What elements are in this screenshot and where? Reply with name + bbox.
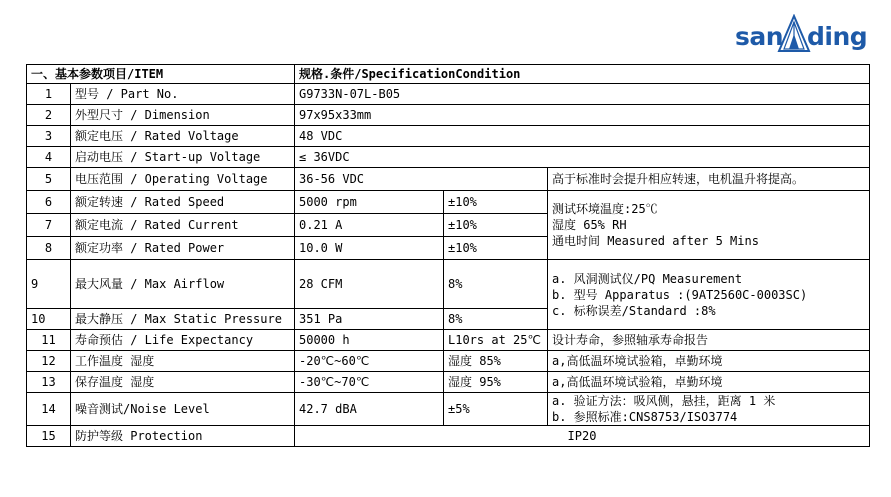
row-value: 5000 rpm (295, 191, 444, 214)
note-line: b. 参照标准:CNS8753/ISO3774 (552, 410, 738, 424)
header-item: 一、基本参数项目/ITEM (27, 65, 295, 84)
row-number: 5 (27, 168, 71, 191)
note-line: 湿度 65% RH (552, 218, 627, 232)
row-tolerance: ±10% (444, 191, 548, 214)
row-number: 13 (27, 372, 71, 393)
row-value: -20℃~60℃ (295, 351, 444, 372)
row-value: 28 CFM (295, 260, 444, 309)
logo-triangle-icon (777, 14, 811, 54)
table-row (27, 105, 870, 126)
row-tolerance: 8% (444, 309, 548, 330)
note-block-airflow (548, 260, 870, 330)
row-number: 6 (27, 191, 71, 214)
row-item: 最大静压 / Max Static Pressure (71, 309, 295, 330)
row-number: 8 (27, 237, 71, 260)
row-value: 36-56 VDC (295, 168, 548, 191)
row-item: 最大风量 / Max Airflow (71, 260, 295, 309)
row-number: 7 (27, 214, 71, 237)
table-row (27, 426, 870, 447)
row-number: 15 (27, 426, 71, 447)
row-item: 外型尺寸 / Dimension (71, 105, 295, 126)
table-row (27, 260, 870, 309)
table-row (27, 84, 870, 105)
specification-table (26, 64, 870, 447)
row-value: -30℃~70℃ (295, 372, 444, 393)
row-note: 高于标准时会提升相应转速，电机温升将提高。 (548, 168, 870, 191)
note-block-noise (548, 393, 870, 426)
row-tolerance: 湿度 85% (444, 351, 548, 372)
row-number: 4 (27, 147, 71, 168)
note-line: b. 型号 Apparatus :(9AT2560C-0003SC) (552, 287, 808, 302)
row-tolerance: ±10% (444, 237, 548, 260)
table-header-row (27, 65, 870, 84)
row-number: 14 (27, 393, 71, 426)
table-row (27, 126, 870, 147)
row-value: 0.21 A (295, 214, 444, 237)
row-value: G9733N-07L-B05 (295, 84, 870, 105)
table-row (27, 393, 870, 426)
row-tolerance: ±10% (444, 214, 548, 237)
row-item: 额定转速 / Rated Speed (71, 191, 295, 214)
row-item: 保存温度 湿度 (71, 372, 295, 393)
row-number: 3 (27, 126, 71, 147)
note-line: 测试环境温度:25℃ (552, 202, 658, 216)
row-tolerance: ±5% (444, 393, 548, 426)
row-item: 额定功率 / Rated Power (71, 237, 295, 260)
row-number: 9 (27, 260, 71, 309)
row-item: 启动电压 / Start-up Voltage (71, 147, 295, 168)
row-note: a,高低温环境试验箱，卓勤环境 (548, 372, 870, 393)
row-value: 10.0 W (295, 237, 444, 260)
note-line: 通电时间 Measured after 5 Mins (552, 234, 759, 248)
row-item: 型号 / Part No. (71, 84, 295, 105)
row-item: 额定电压 / Rated Voltage (71, 126, 295, 147)
table-row (27, 330, 870, 351)
row-item: 电压范围 / Operating Voltage (71, 168, 295, 191)
row-number: 10 (27, 309, 71, 330)
row-tolerance: 8% (444, 260, 548, 309)
row-tolerance: L10rs at 25℃ (444, 330, 548, 351)
row-value: 351 Pa (295, 309, 444, 330)
row-tolerance: 湿度 95% (444, 372, 548, 393)
row-number: 1 (27, 84, 71, 105)
note-line: a. 风洞测试仪/PQ Measurement (552, 271, 743, 286)
row-note: 设计寿命，参照轴承寿命报告 (548, 330, 870, 351)
logo-text-right: ding (807, 22, 868, 51)
row-value: 97x95x33mm (295, 105, 870, 126)
row-number: 11 (27, 330, 71, 351)
row-value: 48 VDC (295, 126, 870, 147)
logo-text-left: san (735, 22, 784, 51)
row-item: 工作温度 湿度 (71, 351, 295, 372)
row-value: IP20 (295, 426, 870, 447)
row-item: 防护等级 Protection (71, 426, 295, 447)
company-logo (735, 14, 868, 58)
table-row (27, 351, 870, 372)
row-value: 50000 h (295, 330, 444, 351)
row-note: a,高低温环境试验箱，卓勤环境 (548, 351, 870, 372)
note-line: c. 标称误差/Standard :8% (552, 303, 716, 318)
table-row (27, 168, 870, 191)
row-number: 12 (27, 351, 71, 372)
row-value: 42.7 dBA (295, 393, 444, 426)
row-value: ≤ 36VDC (295, 147, 870, 168)
table-row (27, 191, 870, 214)
header-spec: 规格.条件/SpecificationCondition (295, 65, 870, 84)
note-block-electrical (548, 191, 870, 260)
row-item: 额定电流 / Rated Current (71, 214, 295, 237)
row-item: 寿命预估 / Life Expectancy (71, 330, 295, 351)
note-line: a. 验证方法：吸风侧，悬挂，距离 1 米 (552, 394, 776, 408)
table-row (27, 372, 870, 393)
row-item: 噪音测试/Noise Level (71, 393, 295, 426)
row-number: 2 (27, 105, 71, 126)
table-row (27, 147, 870, 168)
